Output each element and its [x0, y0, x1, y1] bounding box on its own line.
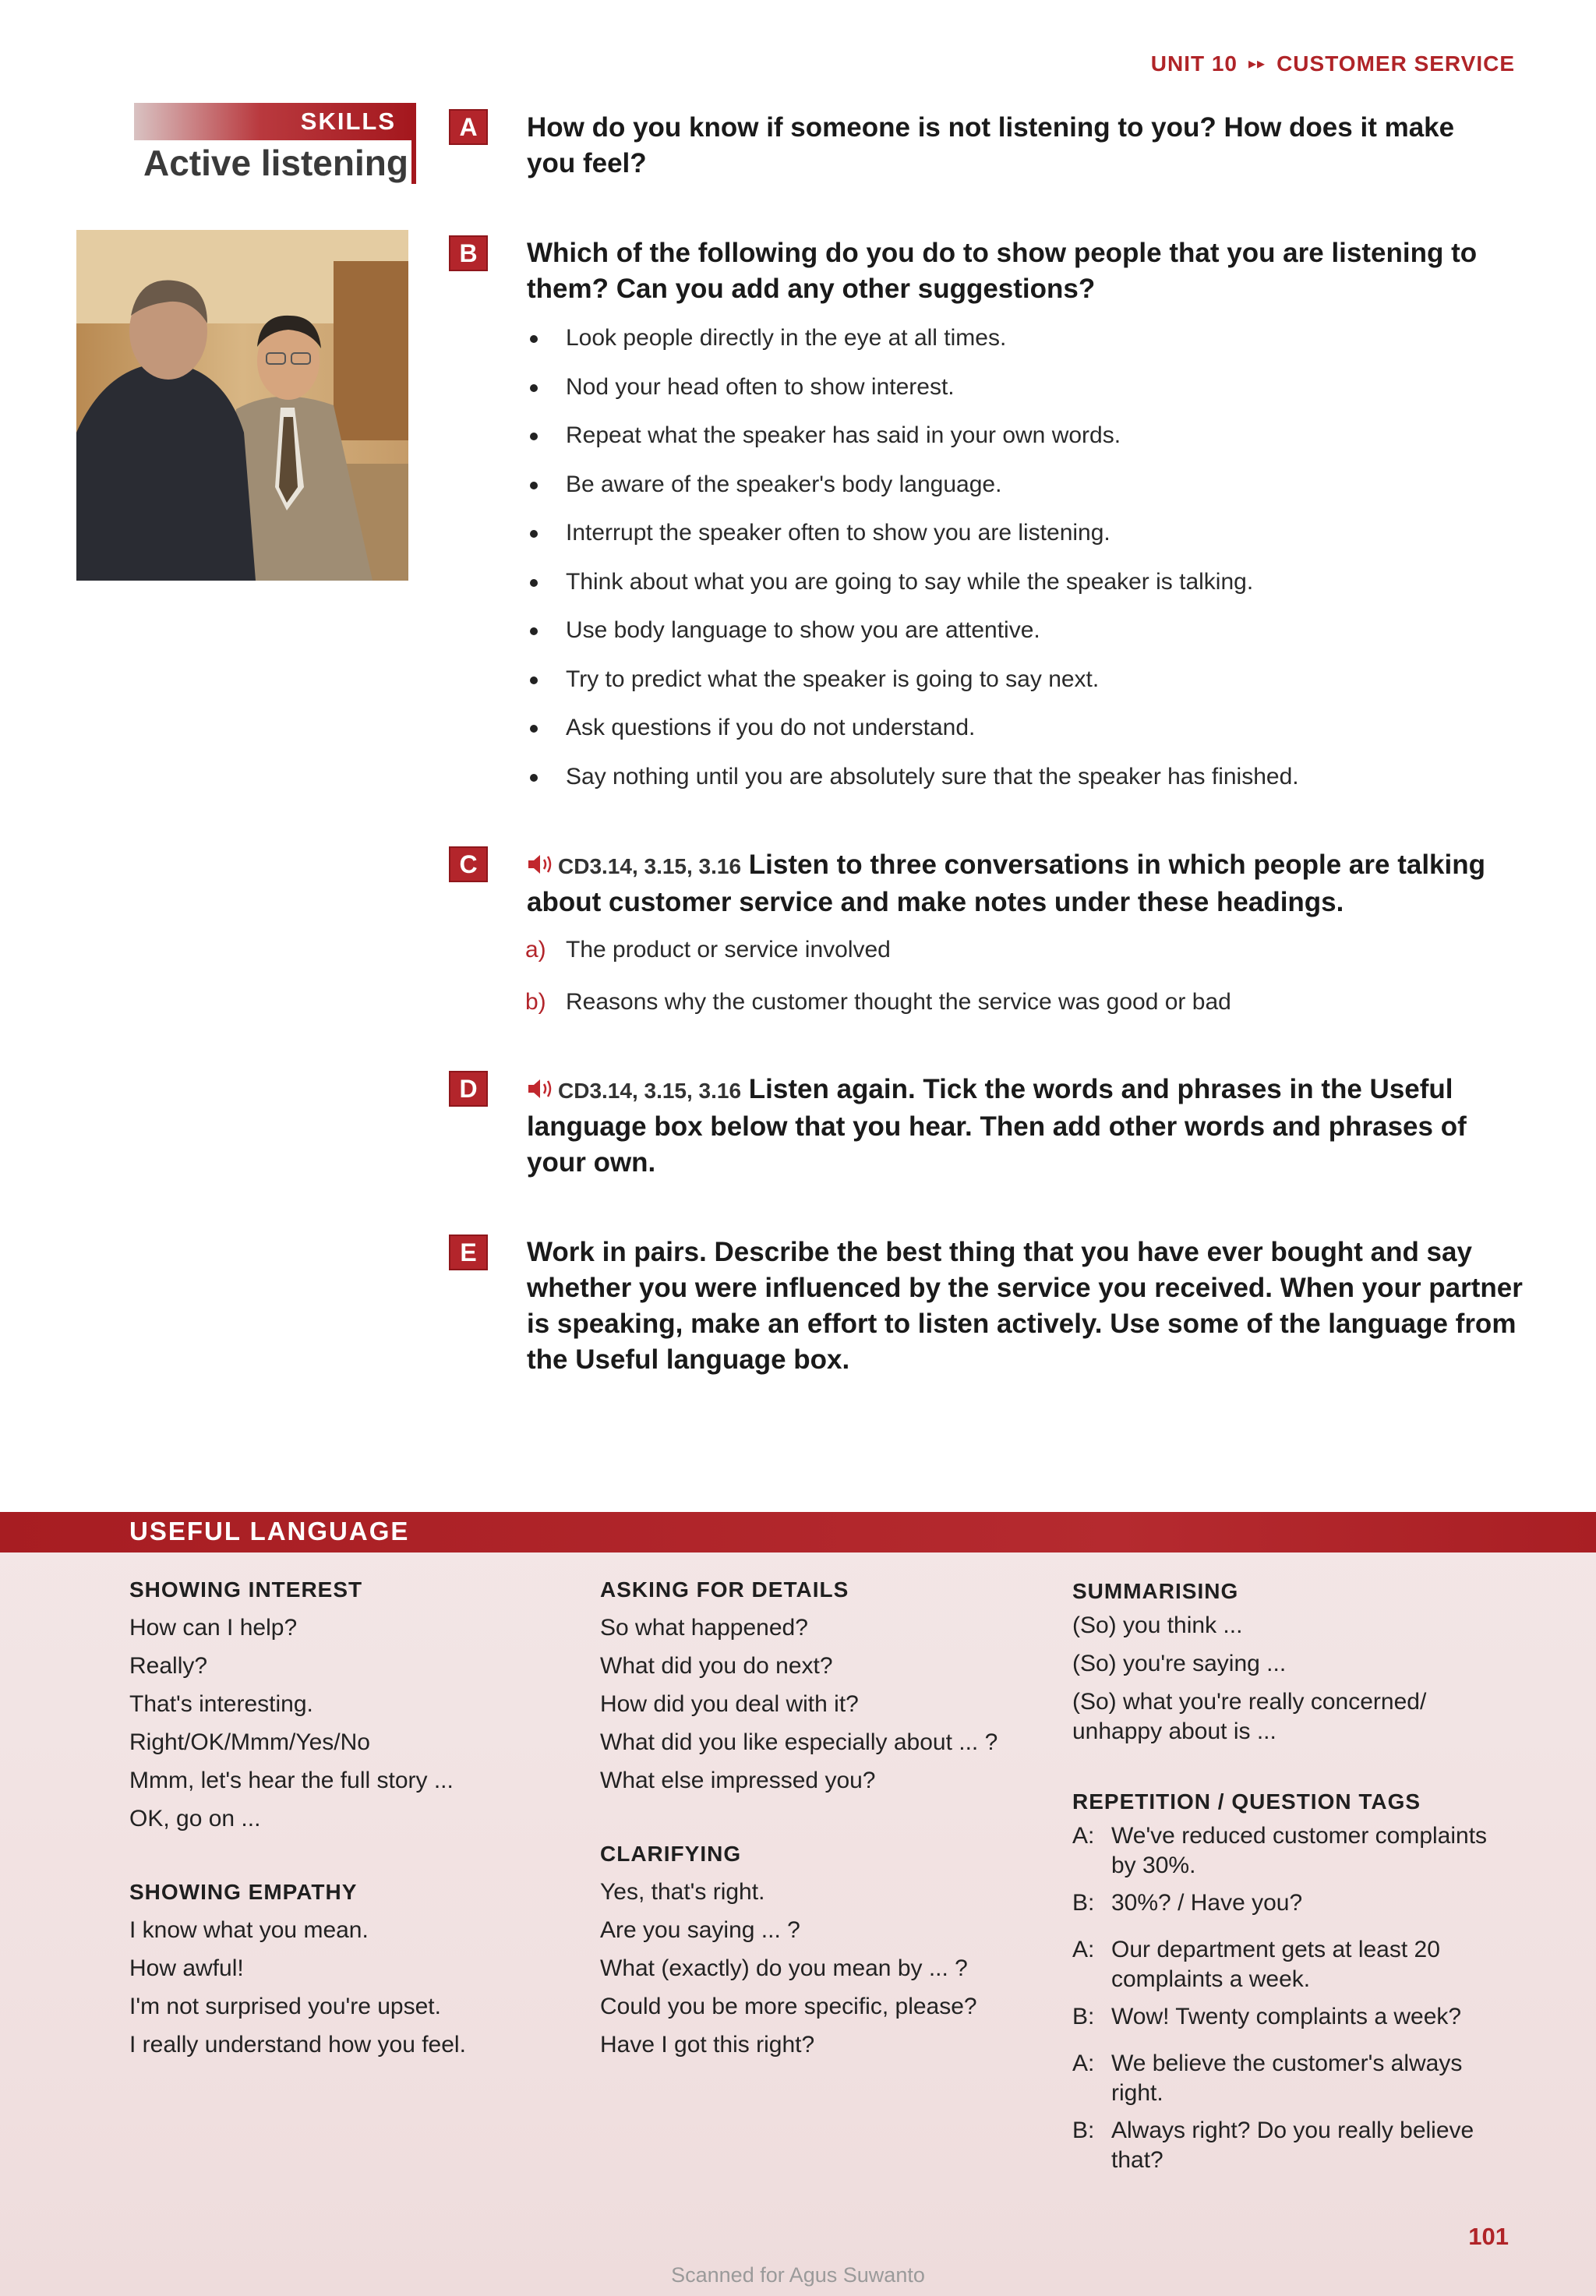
unit-header [1151, 51, 1515, 76]
list-item: Use body language to show you are attentive. [527, 612, 1540, 661]
skills-tag: SKILLS [300, 108, 396, 135]
section-e-question: Work in pairs. Describe the best thing that you have ever bought and say whether you were influenced by the service you received. When your partner is speaking, make an effort to listen actively. Use some of the language from the Useful language box. [527, 1237, 1523, 1375]
column-summarising-repetition [1072, 1573, 1517, 2183]
phrase: (So) you think ... [1072, 1612, 1243, 1638]
audio-speaker-icon[interactable] [527, 853, 555, 876]
phrase: (So) what you're really concerned/ unhappy about is ... [1072, 1689, 1427, 1744]
skills-rule [411, 103, 416, 184]
list-item: a) The product or service involved [525, 937, 891, 963]
phrase: That's interesting. [129, 1691, 313, 1717]
audio-speaker-icon[interactable] [527, 1077, 555, 1100]
note-headings [525, 931, 1538, 1036]
list-item: Ask questions if you do not understand. [527, 709, 1540, 758]
section-d-text: Listen again. Tick the words and phrases in the Useful language box below that you hear. Then add other words and phrases of your own. [527, 1074, 1467, 1178]
heading-asking-details: ASKING FOR DETAILS [600, 1577, 849, 1602]
bullet-icon [530, 482, 538, 489]
phrase: What (exactly) do you mean by ... ? [600, 1955, 968, 1981]
list-item: Think about what you are going to say while the speaker is talking. [527, 563, 1540, 613]
section-a-badge: A [449, 109, 488, 145]
section-c-text: Listen to three conversations in which people are talking about customer service and make notes under these headings. [527, 850, 1485, 917]
unit-topic: CUSTOMER SERVICE [1276, 51, 1515, 76]
heading-clarifying: CLARIFYING [600, 1842, 742, 1866]
list-item: b) Reasons why the customer thought the service was good or bad [525, 989, 1231, 1015]
dialogue-line: B: 30%? / Have you? [1072, 1890, 1303, 1916]
section-d-badge: D [449, 1071, 488, 1107]
list-item: Nod your head often to show interest. [527, 369, 1540, 418]
list-item: Repeat what the speaker has said in your own words. [527, 417, 1540, 466]
list-item: Say nothing until you are absolutely sure that the speaker has finished. [527, 758, 1540, 807]
phrase: OK, go on ... [129, 1806, 261, 1832]
dialogue-line: B: Always right? Do you really believe that? [1072, 2118, 1474, 2173]
list-item: Be aware of the speaker's body language. [527, 466, 1540, 515]
unit-label: UNIT 10 [1150, 51, 1238, 76]
bullet-icon [530, 627, 538, 635]
scan-watermark: Scanned for Agus Suwanto [671, 2263, 925, 2287]
list-item: Try to predict what the speaker is going to say next. [527, 661, 1540, 710]
skills-banner [134, 103, 415, 140]
phrase: What did you like especially about ... ? [600, 1729, 998, 1755]
section-b-question: Which of the following do you do to show people that you are listening to them? Can you add any other suggestions? [527, 238, 1478, 304]
section-d-question [527, 1072, 1509, 1181]
bullet-icon [530, 676, 538, 684]
bullet-icon [530, 774, 538, 782]
phrase: Are you saying ... ? [600, 1917, 800, 1943]
bullet-icon [530, 530, 538, 538]
audio-track-ref: CD3.14, 3.15, 3.16 [558, 1079, 742, 1103]
column-interest-empathy [129, 1571, 566, 2065]
heading-repetition: REPETITION / QUESTION TAGS [1072, 1789, 1421, 1814]
section-b-badge: B [449, 235, 488, 271]
heading-showing-empathy: SHOWING EMPATHY [129, 1880, 358, 1904]
phrase: What did you do next? [600, 1653, 833, 1679]
phrase: Mmm, let's hear the full story ... [129, 1768, 454, 1793]
dialogue-line: B: Wow! Twenty complaints a week? [1072, 2004, 1462, 2029]
section-c-badge: C [449, 846, 488, 882]
phrase: Have I got this right? [600, 2032, 815, 2058]
phrase: How can I help? [129, 1615, 298, 1641]
phrase: (So) you're saying ... [1072, 1651, 1287, 1676]
phrase: Yes, that's right. [600, 1879, 765, 1905]
dialogue-line: A: We believe the customer's always right. [1072, 2051, 1463, 2106]
phrase: Could you be more specific, please? [600, 1994, 977, 2019]
phrase: I'm not surprised you're upset. [129, 1994, 441, 2019]
double-arrow-icon: ▸▸ [1248, 55, 1266, 72]
phrase: What else impressed you? [600, 1768, 876, 1793]
dialogue-line: A: Our department gets at least 20 complaints a week. [1072, 1937, 1440, 1992]
bullet-icon [530, 433, 538, 440]
useful-language-title: USEFUL LANGUAGE [129, 1517, 410, 1545]
heading-showing-interest: SHOWING INTEREST [129, 1577, 363, 1602]
heading-summarising: SUMMARISING [1072, 1579, 1239, 1603]
phrase: I really understand how you feel. [129, 2032, 466, 2058]
bullet-icon [530, 335, 538, 343]
list-item: Look people directly in the eye at all times. [527, 320, 1540, 369]
phrase: I know what you mean. [129, 1917, 369, 1943]
section-a-question: How do you know if someone is not listening to you? How does it make you feel? [527, 112, 1455, 178]
section-c-question [527, 847, 1509, 920]
dialogue-line: A: We've reduced customer complaints by 30%. [1072, 1823, 1488, 1878]
bullet-icon [530, 579, 538, 587]
bullet-icon [530, 725, 538, 733]
phrase: Right/OK/Mmm/Yes/No [129, 1729, 370, 1755]
page-title: Active listening [143, 143, 408, 183]
listening-tips-list [527, 320, 1540, 807]
column-details-clarifying [600, 1571, 1052, 2065]
bullet-icon [530, 384, 538, 392]
phrase: How did you deal with it? [600, 1691, 859, 1717]
page-number: 101 [1468, 2223, 1509, 2250]
audio-track-ref: CD3.14, 3.15, 3.16 [558, 854, 742, 878]
phrase: Really? [129, 1653, 208, 1679]
section-e-badge: E [449, 1235, 488, 1270]
phrase: So what happened? [600, 1615, 808, 1641]
list-item: Interrupt the speaker often to show you are listening. [527, 514, 1540, 563]
photo-businessmen [76, 230, 408, 581]
phrase: How awful! [129, 1955, 244, 1981]
